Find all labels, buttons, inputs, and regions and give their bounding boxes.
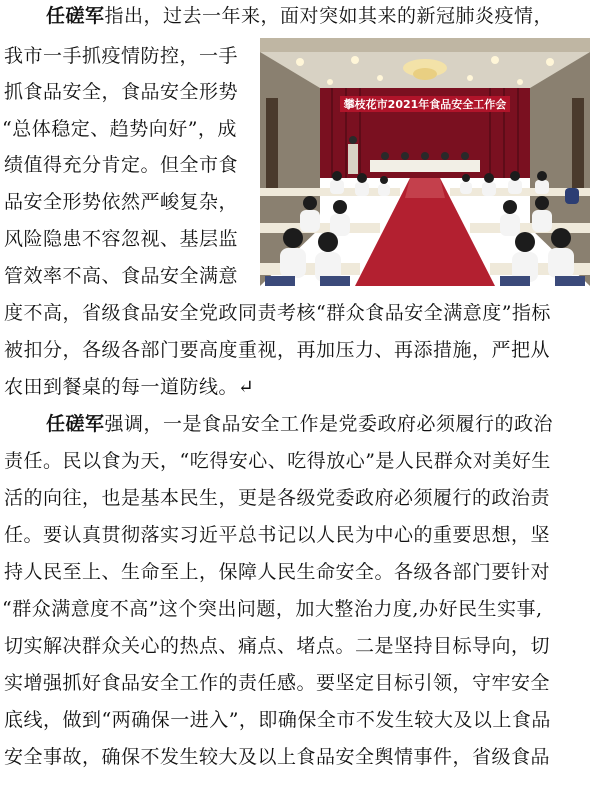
p1-line-7: 风险隐患不容忽视、基层监	[4, 228, 239, 250]
p1-line-5: 绩值得充分肯定。但全市食	[4, 154, 239, 176]
p2-line-10: 安全事故，确保不发生较大及以上食品安全舆情事件，省级食品	[4, 746, 551, 768]
meeting-photo	[260, 38, 590, 286]
banner-text: 攀枝花市2021年食品安全工作会	[343, 98, 507, 111]
p2-line-2: 责任。民以食为天，“吃得安心、吃得放心”是人民群众对美好生	[4, 450, 551, 472]
p2-line-8: 实增强抓好食品安全工作的责任感。要坚定目标引领，守牢安全	[4, 672, 551, 694]
p2-line-9: 底线，做到“两确保一进入”，即确保全市不发生较大及以上食品	[4, 709, 551, 731]
p2-line-3: 活的向往，也是基本民生，更是各级党委政府必须履行的政治责	[4, 487, 551, 509]
p1-line-11: 农田到餐桌的每一道防线。↵	[4, 376, 255, 398]
p1-line-4: “总体稳定、趋势向好”，成	[2, 118, 237, 140]
p1-line-1	[46, 4, 553, 28]
speaker-name: 任磋军	[46, 5, 105, 27]
p1-line-8: 管效率不高、食品安全满意	[4, 265, 239, 287]
p2-line-1	[46, 412, 553, 436]
speaker-name: 任磋军	[46, 413, 105, 435]
p1-line-6: 品安全形势依然严峻复杂，	[4, 191, 239, 213]
p1-line-10: 被扣分，各级各部门要高度重视，再加压力、再添措施，严把从	[4, 339, 551, 361]
p1-line-2: 我市一手抓疫情防控，一手	[4, 45, 239, 67]
p2-line-4: 任。要认真贯彻落实习近平总书记以人民为中心的重要思想，坚	[4, 524, 551, 546]
p2-line-6: “群众满意度不高”这个突出问题，加大整治力度,办好民生实事,	[2, 598, 543, 620]
p1-line-9: 度不高，省级食品安全党政同责考核“群众食品安全满意度”指标	[4, 302, 551, 324]
p2-line-7: 切实解决群众关心的热点、痛点、堵点。二是坚持目标导向，切	[4, 635, 551, 657]
meeting-photo-illustration	[260, 38, 590, 286]
p2-text: 强调，一是食品安全工作是党委政府必须履行的政治	[104, 413, 554, 435]
p2-line-5: 持人民至上、生命至上，保障人民生命安全。各级各部门要针对	[4, 561, 551, 583]
p1-line-3: 抓食品安全，食品安全形势	[4, 81, 239, 103]
p1-text: 指出，过去一年来，面对突如其来的新冠肺炎疫情，	[104, 5, 554, 27]
rostrum-table	[370, 160, 480, 172]
